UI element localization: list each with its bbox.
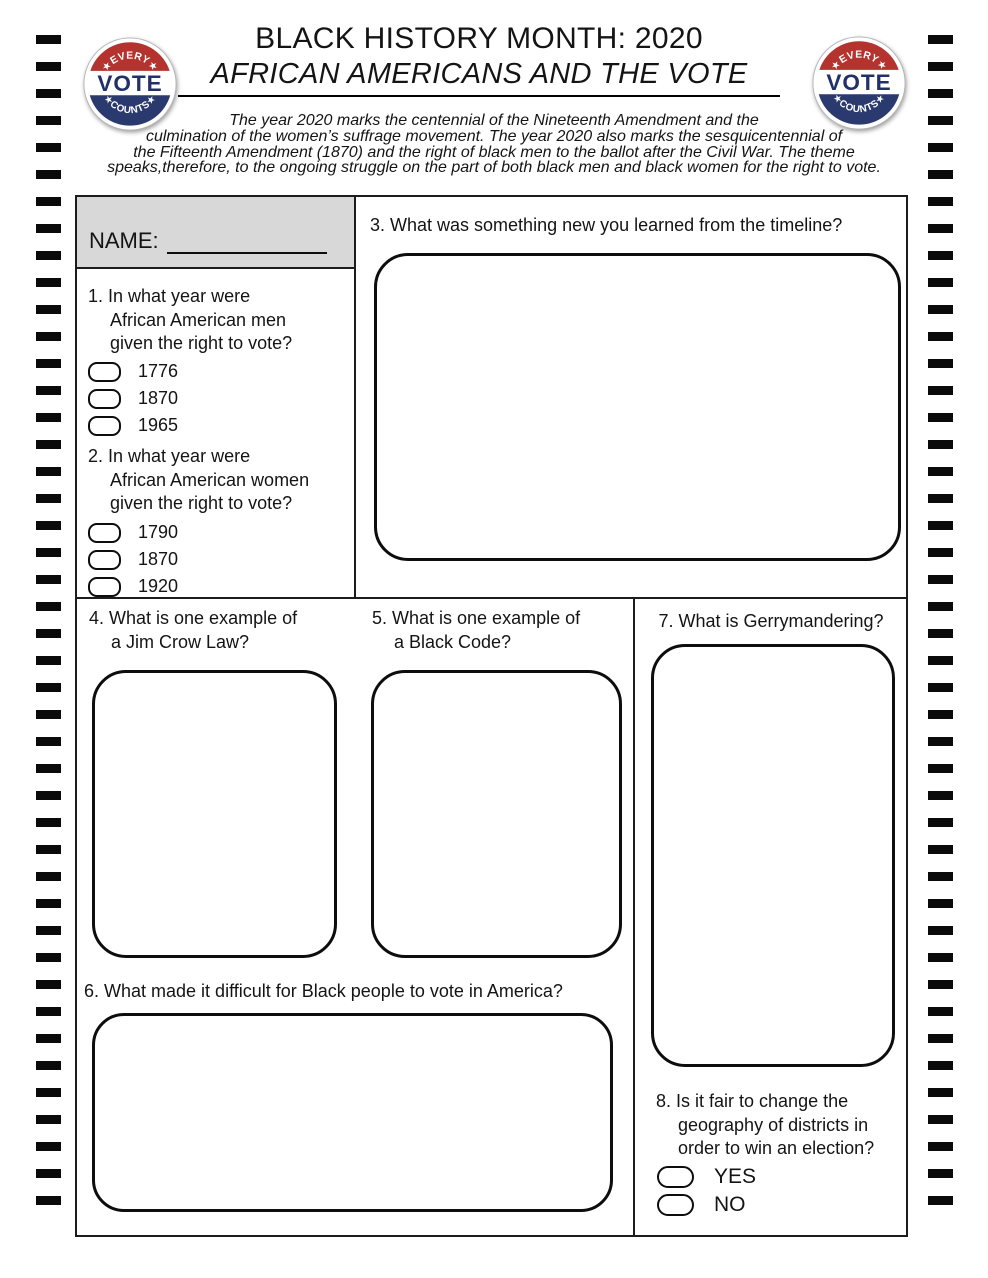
answer-box-q5[interactable] <box>371 670 622 958</box>
header <box>168 22 790 97</box>
ballot-bubble-1965[interactable] <box>88 416 121 436</box>
ballot-bubble-1776[interactable] <box>88 362 121 382</box>
row-divider <box>77 597 906 599</box>
name-section <box>77 197 354 269</box>
option-row <box>88 358 178 385</box>
worksheet-frame <box>75 195 908 1237</box>
ballot-timing-marks-right <box>928 35 953 1206</box>
question-8-label: 8. Is it fair to change the geography of districts in order to win an election? <box>656 1091 875 1158</box>
option-row <box>88 546 178 573</box>
option-label: 1870 <box>138 549 179 569</box>
page-subtitle: AFRICAN AMERICANS AND THE VOTE <box>210 58 748 90</box>
page-title: BLACK HISTORY MONTH: 2020 <box>255 22 703 55</box>
badge-vote-text: VOTE <box>826 70 892 96</box>
intro-line: The year 2020 marks the centennial of the Nineteenth Amendment and the <box>229 112 759 129</box>
option-row <box>657 1191 756 1219</box>
question-2-label: 2. In what year were African American women given the right to vote? <box>88 446 310 513</box>
question-1-options <box>88 358 178 439</box>
badge-top-text: ★EVERY★ <box>100 50 160 74</box>
question-5-label: 5. What is one example of a Black Code? <box>372 608 581 652</box>
badge-top-text: ★EVERY★ <box>829 49 889 73</box>
badge-bottom-text: ★COUNTS★ <box>101 93 159 117</box>
answer-box-q3[interactable] <box>374 253 901 561</box>
option-label: NO <box>714 1193 746 1216</box>
option-row <box>88 412 178 439</box>
question-7-label: 7. What is Gerrymandering? <box>658 611 884 631</box>
answer-box-q7[interactable] <box>651 644 895 1067</box>
question-6-label: 6. What made it difficult for Black people to vote in America? <box>84 981 563 1001</box>
ballot-bubble-1870b[interactable] <box>88 550 121 570</box>
name-label: NAME: <box>89 228 159 253</box>
ballot-bubble-no[interactable] <box>657 1194 694 1216</box>
ballot-bubble-yes[interactable] <box>657 1166 694 1188</box>
answer-box-q6[interactable] <box>92 1013 613 1212</box>
ballot-timing-marks-left <box>36 35 61 1206</box>
answer-box-q4[interactable] <box>92 670 337 958</box>
question-1-label: 1. In what year were African American men given the right to vote? <box>88 286 293 353</box>
intro-paragraph <box>60 113 928 176</box>
right-column-divider <box>633 597 635 1235</box>
option-row <box>88 573 178 600</box>
intro-line: culmination of the women’s suffrage movement. The year 2020 also marks the sesquicentennial of <box>145 127 843 145</box>
option-row <box>88 519 178 546</box>
option-row <box>657 1163 756 1191</box>
badge-vote-text: VOTE <box>97 71 163 97</box>
ballot-bubble-1790[interactable] <box>88 523 121 543</box>
question-8-options <box>657 1163 756 1219</box>
intro-line: the Fifteenth Amendment (1870) and the right of black men to the ballot after the Civil War. The theme <box>133 143 855 161</box>
question-3-label: 3. What was something new you learned from the timeline? <box>370 215 843 235</box>
option-row <box>88 385 178 412</box>
option-label: 1776 <box>138 361 179 381</box>
option-label: 1965 <box>138 415 179 435</box>
option-label: 1870 <box>138 388 179 408</box>
ballot-bubble-1870[interactable] <box>88 389 121 409</box>
question-4-label: 4. What is one example of a Jim Crow Law? <box>89 608 298 652</box>
option-label: 1790 <box>138 522 179 542</box>
option-label: 1920 <box>138 576 179 596</box>
title-underline <box>178 95 780 97</box>
question-2-options <box>88 519 178 600</box>
ballot-bubble-1920[interactable] <box>88 577 121 597</box>
option-label: YES <box>714 1165 757 1188</box>
left-column-divider <box>354 197 356 597</box>
badge-bottom-text: ★COUNTS★ <box>830 92 888 116</box>
intro-line: speaks,therefore, to the ongoing struggle on the part of both black men and black women for the right to vote. <box>107 159 881 177</box>
name-input-line[interactable] <box>167 230 327 254</box>
